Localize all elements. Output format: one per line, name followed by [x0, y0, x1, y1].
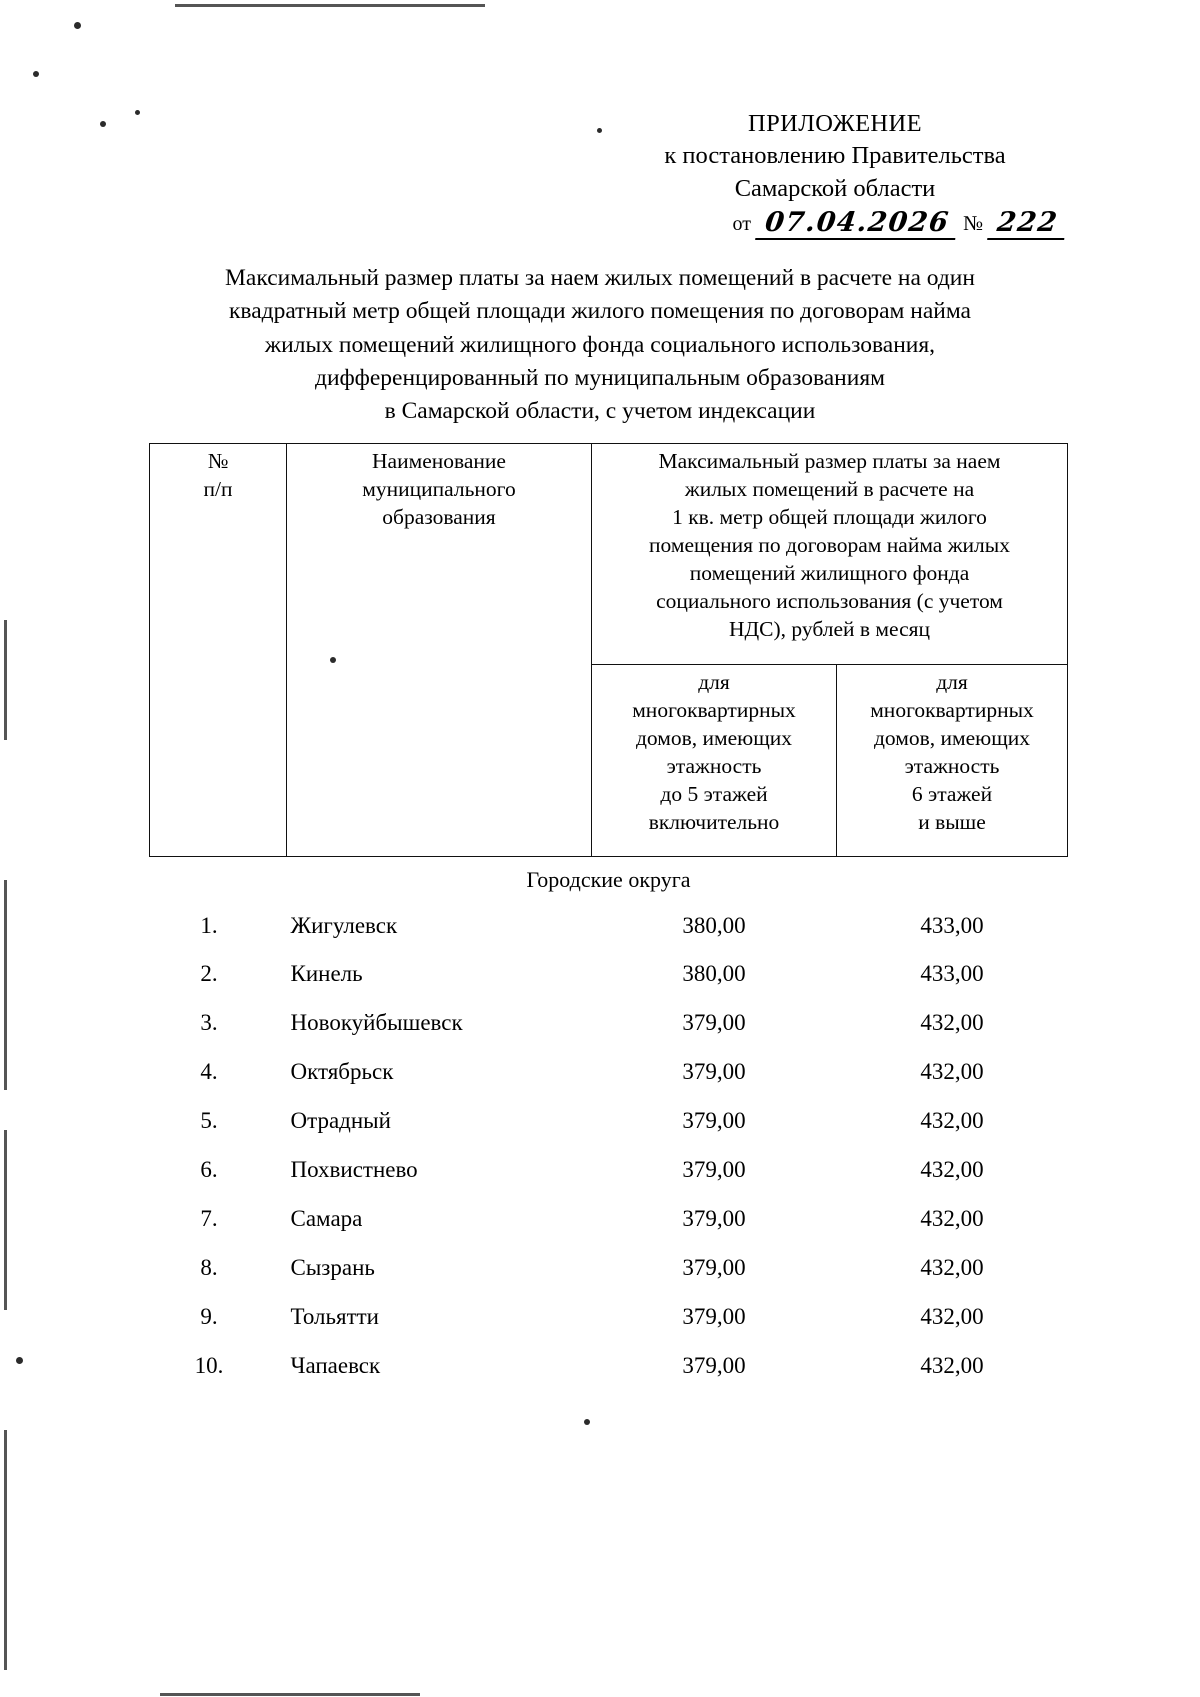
table-row: [150, 1047, 1068, 1096]
header-text-line: помещения по договорам найма жилых: [649, 532, 1010, 557]
scan-edge-mark: [4, 620, 7, 740]
header-cell-low-rise: [592, 665, 837, 857]
header-text-line: и выше: [918, 809, 986, 834]
header-text-line: многоквартирных: [632, 697, 796, 722]
header-text-line: помещений жилищного фонда: [689, 560, 970, 585]
scan-edge-mark: [4, 880, 7, 1090]
table-row: [150, 1292, 1068, 1341]
header-number-lines: [156, 448, 280, 504]
header-text-line: 1 кв. метр общей площади жилого: [672, 504, 987, 529]
cell-rate-low-rise: 379,00: [682, 1108, 746, 1134]
scan-edge-mark: [4, 1130, 7, 1310]
cell-rate-high-rise: 432,00: [920, 1352, 984, 1378]
header-text-line: домов, имеющих: [873, 725, 1031, 750]
header-text-line: социального использования (с учетом: [656, 588, 1003, 613]
header-text-line: этажность: [666, 753, 762, 778]
number-handwritten-value: 222: [987, 209, 1068, 240]
cell-rate-low-rise: 379,00: [682, 1352, 746, 1378]
header-text-line: для: [936, 670, 968, 694]
scan-speck: [100, 121, 106, 127]
header-text-line: включительно: [648, 809, 780, 834]
cell-rate-high-rise: 432,00: [920, 1059, 984, 1085]
cell-row-number: 6.: [200, 1157, 218, 1183]
title-line-2: квадратный метр общей площади жилого помещения по договорам найма: [229, 298, 971, 325]
title-line-5: в Самарской области, с учетом индексации: [384, 398, 816, 425]
cell-rate-low-rise: 379,00: [682, 1010, 746, 1036]
cell-rate-high-rise: 432,00: [920, 1205, 984, 1231]
header-line-1: к постановлению Правительства: [664, 142, 1006, 170]
cell-municipality: Кинель: [290, 961, 363, 987]
cell-row-number: 9.: [200, 1303, 218, 1329]
cell-municipality: Похвистнево: [290, 1157, 418, 1183]
cell-rate-high-rise: 433,00: [920, 961, 984, 987]
date-prefix-label: от: [732, 212, 751, 235]
cell-municipality: Новокуйбышевск: [290, 1010, 463, 1036]
header-cell-rate: [592, 444, 1068, 665]
title-line-1: Максимальный размер платы за наем жилых помещений в расчете на один: [225, 265, 975, 291]
header-text-line: 6 этажей: [911, 781, 993, 806]
scan-speck: [33, 71, 39, 77]
header-text-line: Наименование: [372, 449, 506, 473]
cell-rate-high-rise: 432,00: [920, 1254, 984, 1280]
cell-rate-high-rise: 432,00: [920, 1010, 984, 1036]
cell-row-number: 3.: [200, 1010, 218, 1036]
table-row: [150, 1145, 1068, 1194]
page-title: [150, 262, 1050, 429]
cell-municipality: Тольятти: [290, 1303, 379, 1329]
scan-speck: [16, 1357, 23, 1364]
header-high-lines: [843, 669, 1061, 837]
cell-row-number: 4.: [200, 1059, 218, 1085]
table-header: [150, 444, 1068, 857]
cell-rate-high-rise: 432,00: [920, 1157, 984, 1183]
cell-rate-high-rise: 433,00: [920, 912, 984, 938]
rates-table: [149, 443, 1068, 1390]
table-row: [150, 1341, 1068, 1390]
header-text-line: НДС), рублей в месяц: [728, 616, 931, 641]
cell-row-number: 5.: [200, 1108, 218, 1134]
header-text-line: муниципального: [362, 476, 516, 501]
section-caption: Городские округа: [526, 867, 691, 892]
scan-speck: [135, 110, 140, 115]
scan-edge-mark: [175, 4, 485, 7]
header-cell-name: [287, 444, 592, 857]
cell-row-number: 7.: [200, 1205, 218, 1231]
table-row: [150, 1096, 1068, 1145]
cell-rate-low-rise: 380,00: [682, 912, 746, 938]
header-text-line: многоквартирных: [870, 697, 1034, 722]
cell-row-number: 2.: [200, 961, 218, 987]
header-text-line: №: [207, 449, 229, 473]
cell-municipality: Жигулевск: [290, 912, 398, 938]
appendix-label: ПРИЛОЖЕНИЕ: [748, 110, 922, 137]
table-header-row-main: [150, 444, 1068, 665]
table-row: [150, 1194, 1068, 1243]
table-body: [150, 857, 1068, 1390]
header-text-line: жилых помещений в расчете на: [684, 476, 975, 501]
table-row: [150, 1243, 1068, 1292]
cell-rate-high-rise: 432,00: [920, 1108, 984, 1134]
section-caption-row: [150, 857, 1068, 901]
header-text-line: этажность: [904, 753, 1000, 778]
cell-municipality: Чапаевск: [290, 1352, 381, 1378]
document-header: [600, 108, 1070, 240]
header-text-line: для: [698, 670, 730, 694]
cell-rate-low-rise: 379,00: [682, 1157, 746, 1183]
header-name-lines: [293, 448, 585, 532]
table-row: [150, 949, 1068, 998]
header-text-line: п/п: [203, 476, 233, 501]
header-text-line: до 5 этажей: [660, 781, 768, 806]
cell-rate-high-rise: 432,00: [920, 1303, 984, 1329]
table-row: [150, 901, 1068, 950]
cell-row-number: 10.: [194, 1352, 224, 1378]
table-row: [150, 998, 1068, 1047]
cell-rate-low-rise: 379,00: [682, 1059, 746, 1085]
cell-rate-low-rise: 379,00: [682, 1254, 746, 1280]
header-text-line: Максимальный размер платы за наем: [658, 449, 1001, 473]
scan-speck: [584, 1419, 590, 1425]
date-handwritten-value: 07.04.2026: [755, 209, 959, 240]
cell-municipality: Самара: [290, 1205, 363, 1231]
cell-row-number: 8.: [200, 1254, 218, 1280]
cell-rate-low-rise: 379,00: [682, 1205, 746, 1231]
title-line-3: жилых помещений жилищного фонда социального использования,: [264, 331, 936, 358]
document-date-number-line: [600, 206, 1070, 240]
header-cell-high-rise: [837, 665, 1068, 857]
header-low-lines: [598, 669, 830, 837]
header-cell-number: [150, 444, 287, 857]
cell-row-number: 1.: [200, 912, 218, 938]
header-line-2: Самарской области: [734, 174, 936, 202]
scan-edge-mark: [160, 1693, 420, 1696]
cell-rate-low-rise: 379,00: [682, 1303, 746, 1329]
scan-edge-mark: [4, 1430, 7, 1670]
cell-municipality: Октябрьск: [290, 1059, 394, 1085]
number-symbol-label: №: [963, 210, 984, 235]
header-text-line: образования: [382, 504, 496, 529]
cell-rate-low-rise: 380,00: [682, 961, 746, 987]
header-text-line: домов, имеющих: [635, 725, 793, 750]
header-rate-lines: [598, 448, 1061, 644]
title-line-4: дифференцированный по муниципальным образованиям: [314, 365, 886, 392]
cell-municipality: Сызрань: [290, 1254, 375, 1280]
cell-municipality: Отрадный: [290, 1108, 391, 1134]
scan-speck: [74, 22, 81, 29]
